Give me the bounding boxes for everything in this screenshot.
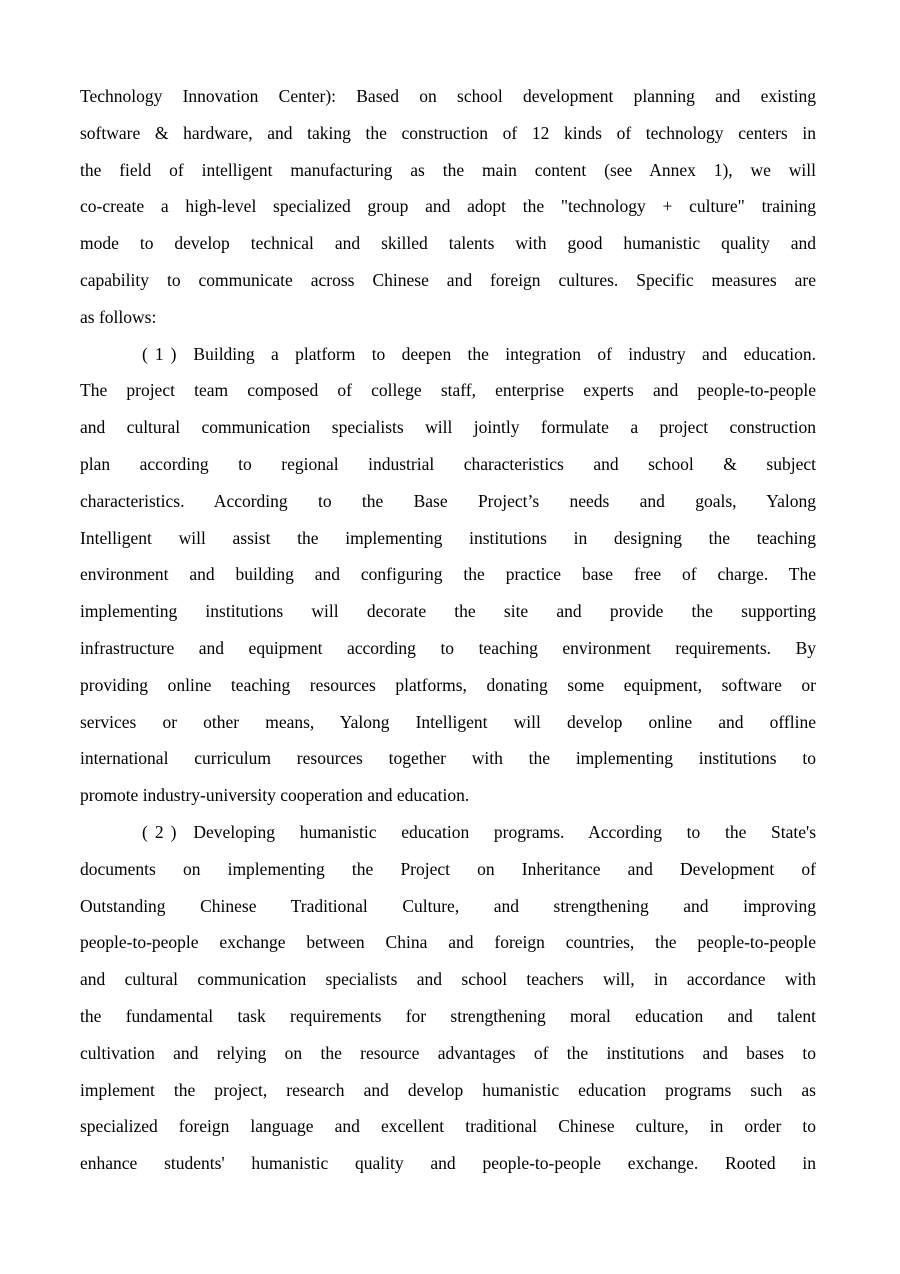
paragraph — [80, 78, 816, 336]
text-line: promote industry-university cooperation and education. — [80, 785, 470, 806]
text-line: international curriculum resources together with the implementing institutions to — [80, 748, 816, 769]
text-line: implementing institutions will decorate the site and provide the supporting — [80, 601, 816, 622]
text-line: Intelligent will assist the implementing institutions in designing the teaching — [80, 527, 816, 548]
text-line: and cultural communication specialists will jointly formulate a project construction — [80, 417, 816, 438]
document-body — [80, 78, 816, 1182]
text-line: characteristics. According to the Base Project’s needs and goals, Yalong — [80, 490, 816, 511]
text-line: software & hardware, and taking the construction of 12 kinds of technology centers in — [80, 122, 816, 143]
text-line: the field of intelligent manufacturing as the main content (see Annex 1), we will — [80, 159, 816, 180]
text-line: (2) Developing humanistic education programs. According to the State's — [142, 821, 816, 842]
text-line: as follows: — [80, 306, 157, 327]
text-line: specialized foreign language and excellent traditional Chinese culture, in order to — [80, 1116, 816, 1137]
text-line: co-create a high-level specialized group and adopt the "technology + culture" training — [80, 196, 816, 217]
text-line: environment and building and configuring the practice base free of charge. The — [80, 564, 816, 585]
text-line: the fundamental task requirements for strengthening moral education and talent — [80, 1005, 816, 1026]
text-line: Outstanding Chinese Traditional Culture, and strengthening and improving — [80, 895, 816, 916]
text-line: capability to communicate across Chinese and foreign cultures. Specific measures are — [80, 269, 816, 290]
text-line: infrastructure and equipment according to teaching environment requirements. By — [80, 637, 816, 658]
text-line: The project team composed of college staff, enterprise experts and people-to-people — [80, 380, 816, 401]
text-line: cultivation and relying on the resource advantages of the institutions and bases to — [80, 1042, 816, 1063]
text-line: Technology Innovation Center): Based on school development planning and existing — [80, 86, 816, 106]
paragraph — [80, 814, 816, 1182]
text-line: documents on implementing the Project on Inheritance and Development of — [80, 858, 816, 879]
text-line: implement the project, research and develop humanistic education programs such as — [80, 1079, 816, 1100]
text-line: plan according to regional industrial characteristics and school & subject — [80, 453, 816, 474]
text-line: mode to develop technical and skilled talents with good humanistic quality and — [80, 233, 816, 254]
list-item-marker: (1) — [142, 343, 184, 364]
text-line: providing online teaching resources platforms, donating some equipment, software or — [80, 674, 816, 695]
text-line: people-to-people exchange between China and foreign countries, the people-to-people — [80, 932, 816, 953]
text-line: and cultural communication specialists and school teachers will, in accordance with — [80, 969, 816, 990]
paragraph — [80, 336, 816, 814]
text-line: services or other means, Yalong Intelligent will develop online and offline — [80, 711, 816, 732]
list-item-marker: (2) — [142, 821, 184, 842]
text-line: (1) Building a platform to deepen the integration of industry and education. — [142, 343, 816, 364]
text-line: enhance students' humanistic quality and people-to-people exchange. Rooted in — [80, 1153, 816, 1174]
